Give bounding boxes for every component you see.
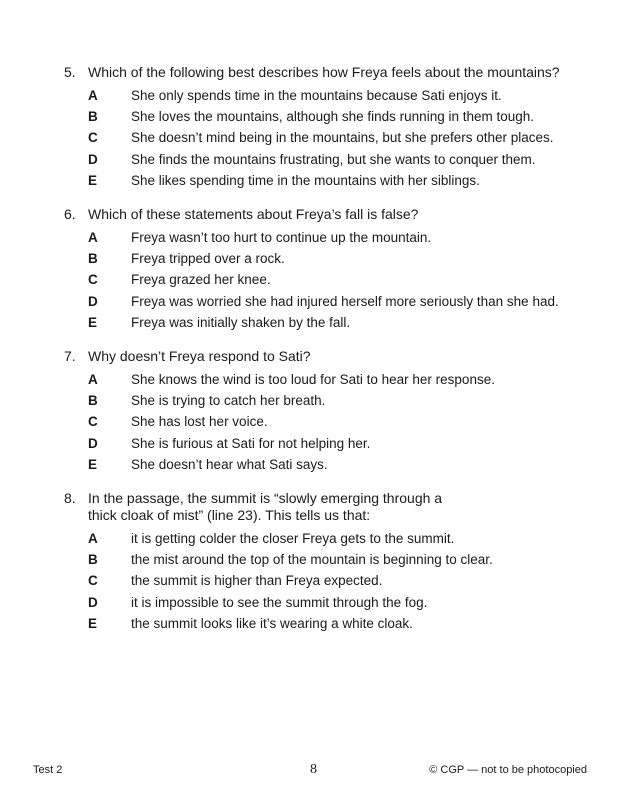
question-prompt <box>64 206 604 223</box>
question-prompt <box>64 348 604 365</box>
option-text: Freya tripped over a rock. <box>131 251 285 267</box>
option-letter: D <box>88 151 98 167</box>
option-text: She is trying to catch her breath. <box>131 393 326 409</box>
answer-options <box>64 85 604 191</box>
option-b <box>64 248 604 269</box>
option-letter: C <box>88 414 98 430</box>
option-letter: E <box>88 456 98 472</box>
option-text: Freya wasn’t too hurt to continue up the mountain. <box>131 230 432 245</box>
question-7 <box>64 348 604 475</box>
question-number: 7. <box>64 348 76 364</box>
option-e <box>64 613 604 634</box>
option-letter: A <box>88 372 98 387</box>
option-c <box>64 127 604 148</box>
option-b <box>64 106 604 127</box>
question-text: Which of the following best describes how Freya feels about the mountains? <box>88 64 560 80</box>
option-text: it is getting colder the closer Freya gets to the summit. <box>131 531 455 546</box>
option-letter: C <box>88 272 98 288</box>
option-text: it is impossible to see the summit through the fog. <box>131 594 428 610</box>
option-a <box>64 369 604 390</box>
option-text: Freya grazed her knee. <box>131 272 271 288</box>
option-a <box>64 85 604 106</box>
option-text: Freya was initially shaken by the fall. <box>131 314 351 330</box>
option-letter: E <box>88 615 98 631</box>
option-letter: C <box>88 130 98 146</box>
answer-options <box>64 369 604 475</box>
option-text: the summit is higher than Freya expected. <box>131 573 383 589</box>
option-letter: D <box>88 594 98 610</box>
question-6 <box>64 206 604 333</box>
option-text: She only spends time in the mountains because Sati enjoys it. <box>131 88 502 103</box>
question-number: 6. <box>64 206 76 222</box>
question-text: Which of these statements about Freya’s fall is false? <box>88 206 419 222</box>
question-text: Why doesn’t Freya respond to Sati? <box>88 348 311 364</box>
option-letter: E <box>88 172 98 188</box>
option-letter: B <box>88 109 98 125</box>
option-text: She likes spending time in the mountains with her siblings. <box>131 172 480 188</box>
option-d <box>64 433 604 454</box>
option-text: She is furious at Sati for not helping her. <box>131 435 371 451</box>
option-c <box>64 269 604 290</box>
option-letter: A <box>88 531 98 546</box>
option-text: She has lost her voice. <box>131 414 268 430</box>
option-letter: B <box>88 251 98 267</box>
answer-options <box>64 528 604 634</box>
option-text: She doesn’t mind being in the mountains, but she prefers other places. <box>131 130 554 146</box>
question-text: In the passage, the summit is “slowly emerging through a thick cloak of mist” (line 23). This tells us that: <box>88 490 443 523</box>
test-label: Test 2 <box>33 764 63 776</box>
question-number: 5. <box>64 64 76 80</box>
option-letter: D <box>88 435 98 451</box>
question-number: 8. <box>64 490 76 506</box>
question-prompt <box>64 64 604 81</box>
option-c <box>64 411 604 432</box>
option-text: She finds the mountains frustrating, but she wants to conquer them. <box>131 151 536 167</box>
question-8 <box>64 490 604 634</box>
option-d <box>64 592 604 613</box>
option-letter: A <box>88 230 98 245</box>
answer-options <box>64 227 604 333</box>
option-text: Freya was worried she had injured herself more seriously than she had. <box>131 293 559 309</box>
option-text: She doesn’t hear what Sati says. <box>131 456 328 472</box>
option-b <box>64 549 604 570</box>
option-e <box>64 312 604 333</box>
option-a <box>64 528 604 549</box>
option-c <box>64 570 604 591</box>
option-text: She knows the wind is too loud for Sati to hear her response. <box>131 372 495 387</box>
option-d <box>64 291 604 312</box>
option-b <box>64 390 604 411</box>
option-d <box>64 149 604 170</box>
option-letter: C <box>88 573 98 589</box>
option-e <box>64 170 604 191</box>
option-letter: D <box>88 293 98 309</box>
question-5 <box>64 64 604 191</box>
option-e <box>64 454 604 475</box>
copyright-notice: © CGP — not to be photocopied <box>429 764 587 776</box>
option-text: the mist around the top of the mountain is beginning to clear. <box>131 552 493 568</box>
option-a <box>64 227 604 248</box>
option-letter: A <box>88 88 98 103</box>
option-letter: B <box>88 552 98 568</box>
option-text: the summit looks like it’s wearing a white cloak. <box>131 615 413 631</box>
option-text: She loves the mountains, although she finds running in them tough. <box>131 109 535 125</box>
question-prompt <box>64 490 604 524</box>
option-letter: B <box>88 393 98 409</box>
page-number: 8 <box>310 762 317 777</box>
option-letter: E <box>88 314 98 330</box>
